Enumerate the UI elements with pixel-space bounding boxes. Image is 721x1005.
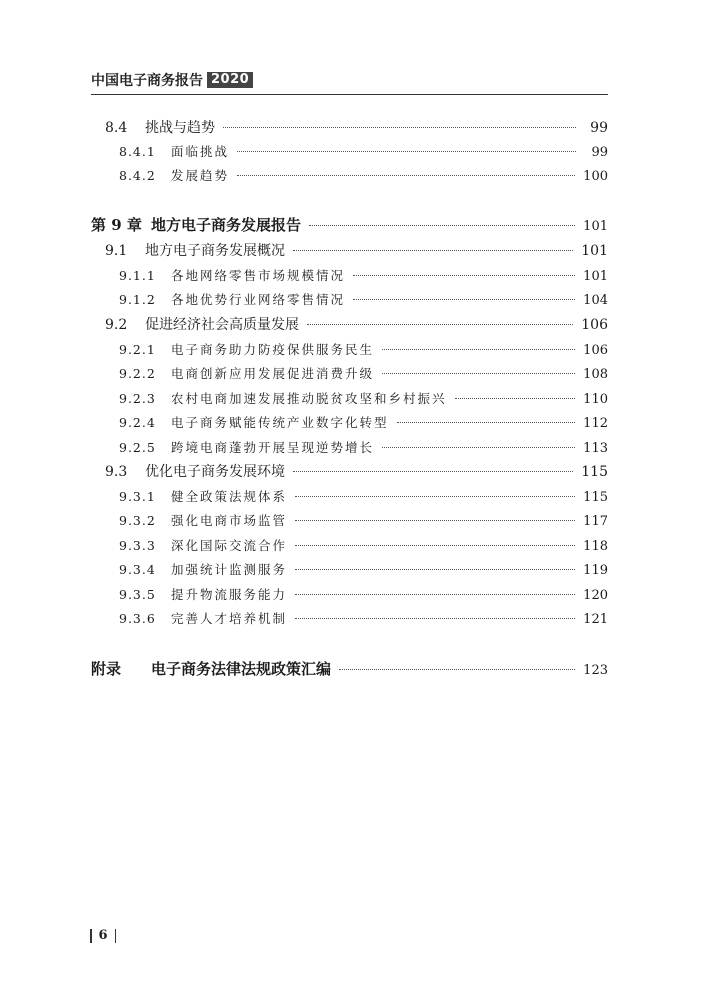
toc-entry[interactable] [91, 487, 608, 508]
toc-entry-number: 9.2.3 [119, 391, 156, 406]
toc-entry-title: 各地网络零售市场规模情况 [171, 268, 346, 283]
toc-entry[interactable] [91, 241, 608, 261]
toc-entry-number: 9.2 [105, 317, 128, 333]
toc-entry[interactable] [91, 413, 608, 434]
toc-dot-leader [293, 471, 573, 472]
toc-entry-page: 115 [581, 464, 608, 480]
toc-entry-number: 8.4.2 [119, 168, 156, 183]
toc-entry-number: 第 9 章 [91, 216, 142, 234]
toc-dot-leader [353, 299, 575, 300]
toc-dot-leader [382, 447, 575, 448]
toc-entry[interactable] [91, 536, 608, 557]
toc-entry-title: 电子商务助力防疫保供服务民生 [171, 342, 375, 357]
toc-entry-title: 农村电商加速发展推动脱贫攻坚和乡村振兴 [171, 391, 447, 406]
toc-entry-title: 发展趋势 [171, 168, 230, 183]
toc-entry[interactable] [91, 118, 608, 138]
toc-entry[interactable] [91, 511, 608, 532]
toc-dot-leader [339, 669, 575, 670]
toc-entry-page: 101 [583, 269, 608, 284]
toc-entry-number: 9.1.1 [119, 268, 156, 283]
toc-entry[interactable] [91, 609, 608, 630]
toc-entry-page: 101 [581, 243, 608, 259]
toc-entry-title: 挑战与趋势 [145, 120, 215, 136]
toc-entry-page: 120 [583, 588, 608, 603]
toc-entry[interactable] [91, 315, 608, 335]
toc-entry-number: 9.3 [105, 464, 128, 480]
toc-dot-leader [237, 151, 576, 152]
toc-entry-page: 99 [590, 120, 608, 136]
toc-entry-page: 119 [583, 563, 608, 578]
toc-entry[interactable] [91, 438, 608, 459]
toc-entry-page: 100 [583, 169, 608, 184]
toc-entry-title: 深化国际交流合作 [171, 538, 288, 553]
toc-entry-title: 电子商务法律法规政策汇编 [151, 660, 332, 678]
toc-entry-title: 健全政策法规体系 [171, 489, 288, 504]
toc-entry-number: 8.4 [105, 120, 128, 136]
toc-entry[interactable] [91, 142, 608, 163]
toc-entry-page: 121 [583, 612, 608, 627]
toc-entry-page: 104 [583, 293, 608, 308]
header-year-badge: 2020 [207, 72, 253, 88]
toc-entry-number: 9.2.4 [119, 415, 156, 430]
toc-dot-leader [295, 545, 575, 546]
toc-dot-leader [397, 422, 576, 423]
toc-entry-title: 完善人才培养机制 [171, 611, 288, 626]
toc-entry-number: 9.2.5 [119, 440, 156, 455]
footer-bar-left [90, 929, 92, 943]
toc-entry[interactable] [91, 389, 608, 410]
toc-entry-page: 106 [581, 317, 608, 333]
toc-entry-page: 123 [583, 663, 608, 678]
toc-entry-title: 提升物流服务能力 [171, 587, 288, 602]
toc-dot-leader [382, 349, 575, 350]
toc-entry-page: 110 [583, 392, 608, 407]
toc-entry-number: 9.1 [105, 243, 128, 259]
toc-dot-leader [295, 594, 575, 595]
toc-entry[interactable] [91, 585, 608, 606]
toc-entry[interactable] [91, 364, 608, 385]
toc-entry-number: 9.3.4 [119, 562, 156, 577]
toc-dot-leader [307, 324, 573, 325]
running-header [91, 70, 253, 90]
toc-entry-title: 强化电商市场监管 [171, 513, 288, 528]
toc-entry-page: 106 [583, 343, 608, 358]
toc-entry[interactable] [91, 290, 608, 311]
toc-entry[interactable] [91, 340, 608, 361]
toc-entry-number: 9.3.1 [119, 489, 156, 504]
toc-dot-leader [382, 373, 575, 374]
toc-dot-leader [455, 398, 576, 399]
toc-entry-page: 118 [583, 539, 608, 554]
toc-entry[interactable] [91, 215, 608, 237]
toc-entry-number: 9.3.3 [119, 538, 156, 553]
header-title: 中国电子商务报告 [91, 73, 203, 89]
toc-entry-page: 99 [591, 145, 608, 160]
toc-entry-number: 9.3.5 [119, 587, 156, 602]
toc-entry-number: 9.2.2 [119, 366, 156, 381]
toc-entry-title: 促进经济社会高质量发展 [145, 317, 299, 333]
toc-dot-leader [353, 275, 575, 276]
toc-entry[interactable] [91, 659, 608, 681]
toc-entry-title: 加强统计监测服务 [171, 562, 288, 577]
toc-dot-leader [293, 250, 573, 251]
toc-entry-title: 各地优势行业网络零售情况 [171, 292, 346, 307]
toc-entry-number: 附录 [91, 660, 122, 678]
toc-entry-page: 113 [583, 441, 608, 456]
toc-dot-leader [295, 618, 575, 619]
toc-entry-title: 电子商务赋能传统产业数字化转型 [171, 415, 389, 430]
toc-dot-leader [223, 127, 576, 128]
toc-entry[interactable] [91, 266, 608, 287]
toc-entry-title: 面临挑战 [171, 144, 230, 159]
toc-dot-leader [237, 175, 575, 176]
toc-dot-leader [295, 496, 575, 497]
toc-entry-title: 地方电子商务发展报告 [151, 216, 302, 234]
toc-entry-number: 9.1.2 [119, 292, 156, 307]
toc-entry-page: 101 [583, 219, 608, 234]
toc-entry[interactable] [91, 462, 608, 482]
page-number: 6 [98, 928, 108, 943]
toc-entry-title: 优化电子商务发展环境 [145, 464, 285, 480]
toc-dot-leader [295, 520, 575, 521]
footer-bar-right [115, 929, 117, 943]
toc-entry-number: 9.3.2 [119, 513, 156, 528]
toc-entry-page: 112 [583, 416, 608, 431]
toc-entry-title: 电商创新应用发展促进消费升级 [171, 366, 375, 381]
toc-entry-page: 115 [583, 490, 608, 505]
toc-entry-title: 跨境电商蓬勃开展呈现逆势增长 [171, 440, 375, 455]
toc-dot-leader [295, 569, 575, 570]
toc-entry[interactable] [91, 560, 608, 581]
toc-entry-page: 108 [583, 367, 608, 382]
toc-entry[interactable] [91, 166, 608, 187]
toc-dot-leader [309, 225, 575, 226]
toc-entry-page: 117 [583, 514, 608, 529]
toc-entry-number: 9.3.6 [119, 611, 156, 626]
toc-entry-number: 8.4.1 [119, 144, 156, 159]
toc-entry-number: 9.2.1 [119, 342, 156, 357]
page-footer [90, 928, 116, 943]
toc-entry-title: 地方电子商务发展概况 [145, 243, 285, 259]
header-divider [91, 94, 608, 95]
